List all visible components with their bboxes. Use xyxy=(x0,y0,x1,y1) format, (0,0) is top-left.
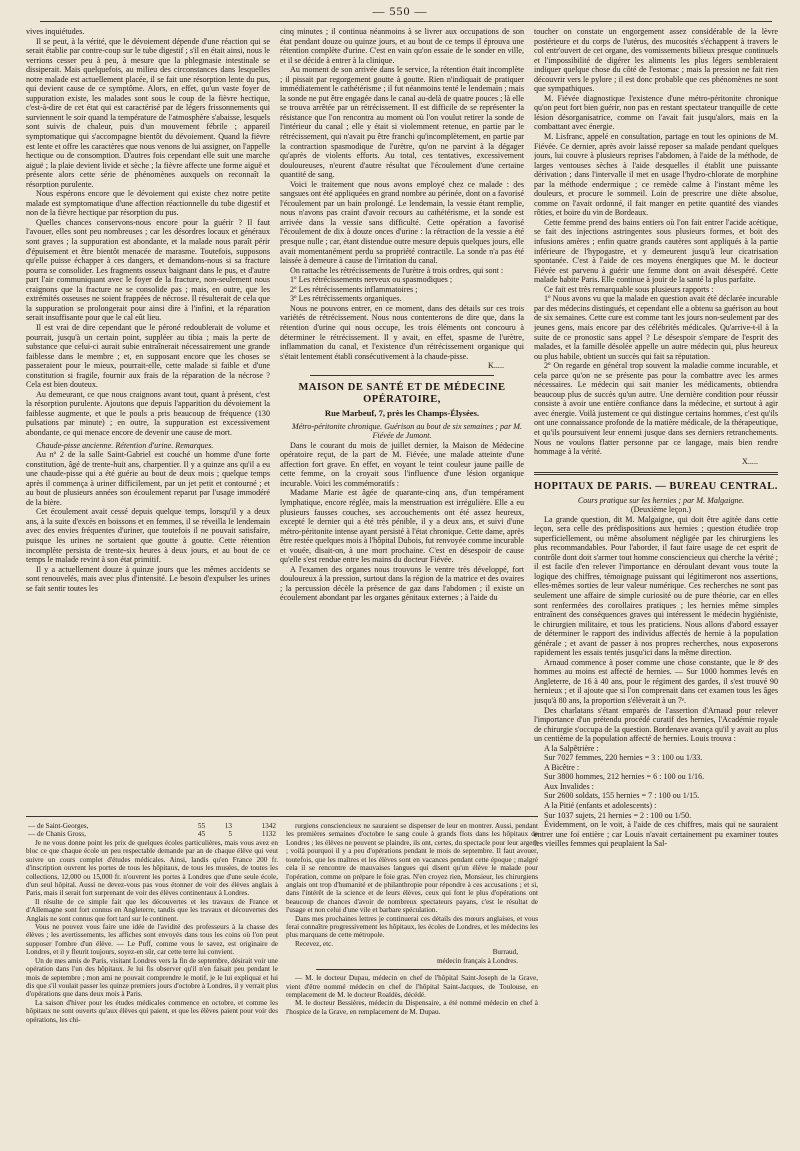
paragraph: Quelles chances conservons-nous encore pour la guérir ? Il faut l'avouer, elles sont peu nombreuses ; car les désordres locaux et généraux sont graves ; la suppuration est abondante, et la malade nous paraît périr d'épuisement et être bientôt menacée de marasme. Toutefois, supposons qu'elle puisse échapper à ces dangers, et demandons-nous si sa fracture pourra se consolider. Les fragments osseux baignant dans le pus, et d'autre part l'air communiquant avec le foyer de la fracture, non-seulement nous craignons que la fracture ne se consolide pas ; mais, en outre, que les extrémités osseuses ne soient frappées de nécrose. Il résulterait de cela que la suppuration se prolongerait pour ainsi dire à l'infini, et la réparation serait insuffisante pour que le cal eût lieu. xyxy=(26,217,270,323)
case-title: Cours pratique sur les hernies ; par M. Malgaigne. xyxy=(577,495,745,505)
paragraph: Voici le traitement que nous avons employé chez ce malade : des sangsues ont été appliquées en grand nombre au périnée, dont on a favorisé l'écoulement par un bain prolongé. Le lendemain, la vessie étant remplie, nous n'avons pas craint d'avoir recours au cathétérisme, et la sonde est arrivée dans la vessie sans difficulté. Cette opération a favorisé l'écoulement de dix à douze onces d'urine : la rétraction de la vessie a été presque nulle ; car, étant distendue outre mesure depuis quelques jours, elle avait momentanément perdu sa propriété contractile. La sonde n'a pas été laissée à demeure à cause de l'irritation du canal. xyxy=(280,179,524,266)
column-3 xyxy=(534,27,778,849)
section-rule xyxy=(316,969,508,970)
paragraph: Nous ne pouvons entrer, en ce moment, dans des détails sur ces trois variétés de rétrécissement. Nous nous contenterons de dire que, dans la rétention d'urine qui nous occupe, les trois éléments ont concouru à déterminer le rétrécissement. Il y avait, en effet, spasme de l'urètre, inflammation du canal, et l'existence d'un rétrécissement organique qui s'était lentement établi consécutivement à la chaude-pisse. xyxy=(280,303,524,361)
stat-line: Aux Invalides : xyxy=(544,781,594,791)
stat-line: Sur 7027 femmes, 220 hernies = 3 : 100 ou 1/33. xyxy=(544,753,703,763)
news-note: — M. le docteur Dupau, médecin en chef de l'hôpital Saint-Joseph de la Grave, vient d'être nommé médecin en chef de l'hôpital Saint-Jacques, de Toulouse, en remplacement de M. le docteur Roaldès, décédé. xyxy=(286,974,538,1000)
signature-name: Burraud, xyxy=(492,948,518,957)
news-note: M. le docteur Bessières, médecin du Dispensaire, a été nommé médecin en chef à l'hospice de la Grave, en remplacement de M. Dupau. xyxy=(286,999,538,1016)
section-heading: HOPITAUX DE PARIS. — BUREAU CENTRAL. xyxy=(534,481,778,493)
feuilleton-rule xyxy=(26,816,538,817)
paragraph: M. Lisfranc, appelé en consultation, partage en tout les opinions de M. Fiévée. Ce dernier, après avoir laissé reposer sa malade pendant quelques jours, lui couvre à plusieurs reprises l'abdomen, à l'aide de la méthode, de larges ventouses sèches à l'aide desquelles il établit une puissante dérivation ; dans l'intervalle il met en usage l'hydro-chlorate de morphine par la méthode endermique ; ce remède calme à l'instant même les douleurs, et procure le sommeil. Loin de prescrire une diète absolue, comme on l'avait ordonné, il fait manger en petite quantité des viandes rôties, et boire du vin de Bordeaux. xyxy=(534,132,778,218)
lesson-label: (Deuxième leçon.) xyxy=(630,505,692,515)
paragraph: Évidemment, on le voit, à l'aide de ces chiffres, mais qui ne sauraient entrer une foi entière ; car Louis n'avait certainement pu examiner toutes les vieilles femmes qui peuplaient la Sal- xyxy=(534,820,778,849)
paragraph: Il se peut, à la vérité, que le dévoiement dépende d'une réaction qui se serait établie par contre-coup sur le tube digestif ; s'il en était ainsi, nous le verrions cesser peu à peu, à mesure que la phlegmasie intestinale se dissiperait. Mais quelquefois, au milieu des circonstances dans lesquelles notre malade est actuellement placée, il se fait une résorption lente du pus, qui devient cause de ce symptôme. Alors, en effet, qu'un vaste foyer de suppuration existe, les malades sont sous le coup de la fièvre hectique, c'est-à-dire de cet état qui est caractérisé par de légers frissonnements qui surviennent le soir quand la température de l'atmosphère s'abaisse, lesquels sont suivis de chaleur, puis d'un mouvement fébrile ; appareil symptomatique qui s'accompagne bientôt du dévoiement. Quand la fièvre est lente et offre les caractères que nous venons de lui assigner, on l'appelle hectique ou de consomption. D'autres fois cependant elle suit une marche aiguë ; la plaie devient livide et sèche ; la fièvre affecte une forme aiguë et présente alors cette série de phénomènes auxquels on reconnaît la résorption purulente. xyxy=(26,36,270,189)
paragraph: Arnaud commence à poser comme une chose constante, que le 8ᵉ des hommes au moins est affecté de hernies. — Sur 1000 hommes levés en Angleterre, de 16 à 40 ans, pour le régiment des gardes, il s'est trouvé 90 hernieux ; et il ajoute que si l'on comprenait dans cet examen tous les âges jusqu'à 80 ans, la proportion s'élèverait à un 7ᵉ. xyxy=(534,657,778,706)
stat-line: Sur 2600 soldats, 155 hernies = 7 : 100 ou 1/15. xyxy=(544,791,700,801)
paragraph: Recevez, etc. xyxy=(295,939,334,948)
paragraph: toucher on constate un engorgement assez considérable de la lèvre postérieure et du corps de l'utérus, des mucosités s'échappent à travers le col entr'ouvert de cet organe, des vomissements bilieux presque continuels et l'impossibilité de digérer les aliments les plus légers sembleraient indiquer quelque chose du côté de l'estomac ; mais la pression ne fait rien découvrir vers le pylore ; il est donc probable que ces phénomènes ne sont que sympathiques. xyxy=(534,27,778,94)
column-1 xyxy=(26,27,270,849)
paragraph: rurgiens consciencieux ne sauraient se dispenser de leur en montrer. Aussi, pendant les premières semaines d'octobre le sang coule à grands flots dans les hôpitaux de Londres ; les élèves ne peuvent se plaindre, ils ont, certes, du spectacle pour leur argent ; voilà pourquoi il y a peu d'opérations pendant le mois de septembre. Il faut avouer, toutefois, que les maîtres et les élèves sont en vacances pendant cette époque ; malgré cela il se rencontre de mauvaises langues qui disent qu'un élève le malade pour l'opération, comme on prépare le foie gras. N'en croyez rien, Monsieur, les chirurgiens anglais ont trop d'humanité et de philanthropie pour répondre à ces accusations ; et si, dans l'intérêt de la science et de leurs élèves, ceux qui font le plus d'opérations ont beaucoup de chances d'avoir de nombreux spectateurs payans, c'est le résultat de l'usage et non celui d'une vile et barbare spéculation. xyxy=(286,822,538,915)
paragraph: Il y a actuellement douze à quinze jours que les mêmes accidents se sont renouvelés, mais avec plus d'intensité. Le besoin d'expulser les urines se fait sentir toutes les xyxy=(26,564,270,593)
paragraph: 1º Nous avons vu que la malade en question avait été déclarée incurable par des médecins distingués, et cependant elle a obtenu sa guérison au bout de six semaines. Cette cure est comme tant les jours non-seulement par des jeunes gens, mais encore par des célébrités médicales. Qu'arrive-t-il à la suite de ce pronostic sans appel ? Le désespoir s'empare de l'esprit des malades, et la famille désolée appelle un autre médecin qui, plus heureux ou plus habile, obtient un succès qui fait sa réputation. xyxy=(534,294,778,361)
stat-line: A Bicêtre : xyxy=(544,762,580,772)
top-rule xyxy=(40,21,772,22)
paragraph: Ce fait est très remarquable sous plusieurs rapports : xyxy=(544,284,714,294)
stat-line: Sur 3800 hommes, 212 hernies = 6 : 100 ou 1/16. xyxy=(544,772,705,782)
paragraph: Je ne vous donne point les prix de quelques écoles particulières, mais vous avez en bloc ce que chaque école un peu respectable demande par an de chaque élève qui veut suivre un cours complet d'études médicales. Ainsi, landis qu'en France 200 fr. d'inscription ouvrent les portes de tous les hôpitaux, de tous les musées, de toutes les collections, 12,000 ou 15,000 fr. n'ouvrent les portes à Londres que d'une seule école, d'un seul hôpital. Aussi ne devez-vous pas vous étonner de voir des élèves anglais à Paris, mais il serait fort surprenant de voir des élèves continentaux à Londres. xyxy=(26,838,278,898)
table-row xyxy=(26,822,278,830)
stat-line: A la Pitié (enfants et adolescents) : xyxy=(544,801,657,811)
paragraph: Madame Marie est âgée de quarante-cinq ans, d'un tempérament lymphatique, encore réglée, mais la menstruation est irrégulière. Elle a eu plusieurs fausses couches, ses accouchements ont été assez heureux, excepté le dernier qui a été très pénible, il y a deux ans, et suivi d'une métro-péritonite intense ayant persisté à l'état chronique. Cette dame, après être restée quelques mois à l'hôpital Dubois, fut renvoyée comme incurable et vouée, disait-on, à une mort prochaine. C'est en désespoir de cause qu'elle s'est rendue entre les mains du docteur Fiévée. xyxy=(280,488,524,565)
columns xyxy=(26,27,778,849)
paragraph: Des charlatans s'étant emparés de l'assertion d'Arnaud pour relever l'importance d'un prétendu procédé curatif des hernies, l'Académie royale de chirurgie s'occupa de la question. Bordenave avança qu'il y avait au plus un centième de la population affecté de hernies. Louis trouva : xyxy=(534,705,778,744)
paragraph: vives inquiétudes. xyxy=(26,27,85,36)
signature: X..... xyxy=(742,456,758,466)
stat-line: A la Salpêtrière : xyxy=(544,743,599,753)
table-cell: 5 xyxy=(228,830,232,839)
list-item: 1º Les rétrécissements nerveux ou spasmodiques ; xyxy=(290,275,453,285)
table-cell: 13 xyxy=(224,822,232,830)
column-2 xyxy=(280,27,524,849)
list-item: 3º Les rétrécissements organiques. xyxy=(290,294,402,304)
case-title: Chaude-pisse ancienne. Rétention d'urine. Remarques. xyxy=(36,440,214,450)
paragraph: M. Fiévée diagnostique l'existence d'une métro-péritonite chronique qu'on peut fort bien guérir, non pas en restant spectateur tranquille de cette lésion désorganisatrice, comme on l'avait fait jusqu'alors, mais en la combattant avec énergie. xyxy=(534,93,778,132)
fees-table xyxy=(26,822,278,839)
signature-title: médecin français à Londres. xyxy=(436,956,518,965)
table-cell: 55 xyxy=(197,822,206,830)
signature: K..... xyxy=(488,361,504,371)
table-cell: — de Chanis Gross, xyxy=(28,830,86,839)
section-rule xyxy=(310,375,494,376)
list-item: 2º Les rétrécissements inflammatoires ; xyxy=(290,284,418,294)
section-heading: MAISON DE SANTÉ ET DE MÉDECINE OPÉRATOIRE, xyxy=(298,381,506,406)
paragraph: Au nº 2 de la salle Saint-Gabriel est couché un homme d'une forte constitution, âgé de trente-huit ans, charpentier. Il y a quinze ans qu'il a eu une chaude-pisse qui a été guérie au bout de deux mois ; quelque temps après il commença à uriner difficilement, par un jet petit et contourné ; et au bout de plusieurs années son écoulement reparut par l'usage immodéré de la bière. xyxy=(26,450,270,507)
paragraph: Il est vrai de dire cependant que le péroné redoublerait de volume et pourrait, jusqu'à un certain point, suppléer au tibia ; mais la perte de substance que celui-ci aurait subie entraînerait nécessairement une grande faiblesse dans le membre ; et, en supposant encore que les choses se passeraient pour le mieux, pourrait-elle, cette malade si faible et d'une constitution si fragile, fournir aux frais de la réparation de la nécrose ? Cela est bien douteux. xyxy=(26,322,270,390)
table-cell: 45 xyxy=(197,830,206,839)
paragraph: Cette femme prend des bains entiers où l'on fait entrer l'acide acétique, se fait des injections astringentes sous plusieurs formes, et boit des infusions amères ; enfin quatre grands cautères sont appliqués à la partie inférieure de l'hypogastre, et y demeurent jusqu'à leur cicatrisation spontanée. C'est à l'aide de ces moyens énergiques que M. le docteur Fiévée est parvenu à guérir une femme dont on avait désespéré. Cette malade habite Paris. Elle continue à jouir de la santé la plus parfaite. xyxy=(534,217,778,285)
table-cell: 1132 xyxy=(261,830,276,839)
section-subheading: Rue Marbeuf, 7, près les Champs-Élysées. xyxy=(324,408,480,419)
paragraph: On rattache les rétrécissements de l'urètre à trois ordres, qui sont : xyxy=(290,265,504,275)
paragraph: La grande question, dit M. Malgaigne, qui doit être agitée dans cette leçon, sera celle des prédispositions aux hernies ; question étudiée trop superficiellement, ou même absolument négligée par les chirurgiens les plus recommandables. Pour l'aborder, il faut faire usage de cet esprit de contrôle dont doit s'armer tout homme consciencieux qui cherche la vérité ; il est facile d'en relever l'importance en déroulant devant vous toute la logique des chiffres, témoignage puissant qui légitimeront nos assertions, elles-mêmes sorties de leur valeur numérique. Ces recherches ne sont pas seulement une affaire de simple curiosité ou de pure théorie, car en elles sont renfermées des corollaires pratiques ; les hernies même simples entraînent des conséquences graves qui intéressent le médecin hygiéniste, le chirurgien militaire, et tous les praticiens. Nous allons d'abord essayer de déterminer le rapport des individus affectés de hernie à la population générale ; et avant de passer à nos propres recherches, nous exposerons rapidement les essais tentés jusqu'ici dans la même direction. xyxy=(534,514,778,658)
case-title: Métro-péritonite chronique. Guérison au bout de six semaines ; par M. Fiévée de Jumont. xyxy=(291,421,523,441)
paragraph: Vous ne pouvez vous faire une idée de l'avidité des professeurs à la chasse des élèves ; les avertissements, les affiches sont envoyés dans tous les coins où l'on peut supposer l'ombre d'un élève. — Le Puff, comme vous le savez, est originaire de Londres, et il y fleurit toujours, soyez-en sûr, car cette terre lui convient. xyxy=(26,923,278,957)
paragraph: Nous espérons encore que le dévoiement qui existe chez notre petite malade est symptomatique d'une affection réactionnelle du tube digestif et non de la fièvre hectique par résorption du pus. xyxy=(26,189,270,218)
stat-line: Sur 1037 sujets, 21 hernies = 2 : 100 ou 1/50. xyxy=(544,810,692,820)
paragraph: Au moment de son arrivée dans le service, la rétention était incomplète ; il pissait par regorgement goutte à goutte. Rien n'indiquait de pratiquer immédiatement le cathétérisme ; il fut néanmoins tenté le lendemain ; mais la sonde ne put être engagée dans le canal au-delà de quatre pouces ; là elle se trouva arrêtée par un rétrécissement. Il est difficile de se représenter la résistance que l'on rencontra au moment où l'on voulut retirer la sonde de l'intérieur du canal ; elle y était si violemment retenue, en partie par le rétrécissement, qui n'avait pu être franchi qu'incomplètement, en partie par la contraction spasmodique de l'urètre, qu'on ne parvint à la dégager qu'après de violents efforts. Au total, ces tentatives, excessivement douloureuses, n'eurent d'autre résultat que l'écoulement d'une certaine quantité de sang. xyxy=(280,65,524,180)
table-cell: — de Saint-Georges, xyxy=(28,822,89,830)
paragraph: cinq minutes ; il continua néanmoins à se livrer aux occupations de son état pendant douze ou quinze jours, et au bout de ce temps il éprouva une rétention complète d'urine. C'est en vain qu'on essaie de le sonder en ville, et il se décide à entrer à la clinique. xyxy=(280,27,524,65)
paragraph: Dans mes prochaines lettres je continuerai ces détails des mœurs anglaises, et vous ferai connaître progressivement les hôpitaux, les écoles de Londres, et les médecins les plus marquans de cette métropole. xyxy=(286,914,538,940)
paragraph: Il résulte de ce simple fait que les découvertes et les travaux de France et d'Allemagne sont fort connus en Angleterre, tandis que les travaux et découvertes des Anglais ne sont connus que fort tard sur le continent. xyxy=(26,897,278,923)
section-rule xyxy=(534,472,778,475)
page-number: — 550 — xyxy=(372,4,428,18)
paragraph: Au demeurant, ce que nous craignons avant tout, quant à présent, c'est la résorption purulente. Ajoutons que depuis l'apparition du dévoiement la faiblesse augmente, et que le pouls a pris beaucoup de fréquence (130 pulsations par minute) ; en outre, la suppuration est excessivement abondante, ce qui menace encore de devenir une cause de mort. xyxy=(26,389,270,437)
feuilleton-column-1 xyxy=(26,822,278,1024)
paragraph: 2º On regarde en général trop souvent la maladie comme incurable, et cela parce qu'on ne se présente pas pour la combattre avec les armes nécessaires. Le médecin qui sait manier les médicaments, obtiendra beaucoup plus de succès qu'un autre. Une dernière condition pour réussir consiste à avoir une entière confiance dans la médecine, et surtout à agir avec énergie. Voilà justement ce qui distingue certains hommes, c'est qu'ils ont une connaissance profonde de la matière médicale, de la thérapeutique, et qu'ils poursuivent leur ennemi jusque dans ses derniers retranchements. Nous ne voulons flatter personne par ce langage, mais bien rendre hommage à la vérité. xyxy=(534,361,778,457)
paragraph: Dans le courant du mois de juillet dernier, la Maison de Médecine opératoire reçut, de la part de M. Fiévée, une malade atteinte d'une affection fort grave. En effet, en voyant le teint couleur jaune paille de cette femme, on la croyait sous l'influence d'une lésion organique incurable. Voici les commémoratifs : xyxy=(280,440,524,488)
paragraph: Cet écoulement avait cessé depuis quelque temps, lorsqu'il y a deux ans, à la suite d'excès en boissons et en femmes, il se réveilla le lendemain avec des envies fréquentes d'uriner, que toutefois il ne pouvait satisfaire, puisque les urines ne sortaient que goutte à goutte. Cette rétention incomplète persista de trente-six heures à deux jours, et au bout de ce temps le malade revint à son état primitif. xyxy=(26,507,270,565)
feuilleton xyxy=(26,822,538,1024)
paragraph: A l'examen des organes nous trouvons le ventre très développé, fort douloureux à la pression, surtout dans la région de la matrice et des ovaires ; la percussion décèle la présence de gaz dans l'abdomen ; il existe un écoulement abondant par les organes génitaux externes ; à l'aide du xyxy=(280,564,524,603)
feuilleton-column-2 xyxy=(286,822,538,1024)
paragraph: Un de mes amis de Paris, visitant Londres vers la fin de septembre, désirait voir une opération dans l'un des hôpitaux. Je lui fis observer qu'il n'en faisait peu pendant le mois de septembre ; mon ami ne pouvait comprendre le motif, je le lui expliquai et lui dis que s'il voulait passer les quinze premiers jours d'octobre à Londres, il y verrait plus d'opérations que dans deux mois à Paris. xyxy=(26,956,278,999)
paragraph: La saison d'hiver pour les études médicales commence en octobre, et comme les hôpitaux ne sont ouverts qu'aux élèves qui paient, et que les élèves paient pour voir des opérations, les chi- xyxy=(26,998,278,1024)
table-row xyxy=(26,830,278,838)
table-cell: 1342 xyxy=(261,822,276,830)
